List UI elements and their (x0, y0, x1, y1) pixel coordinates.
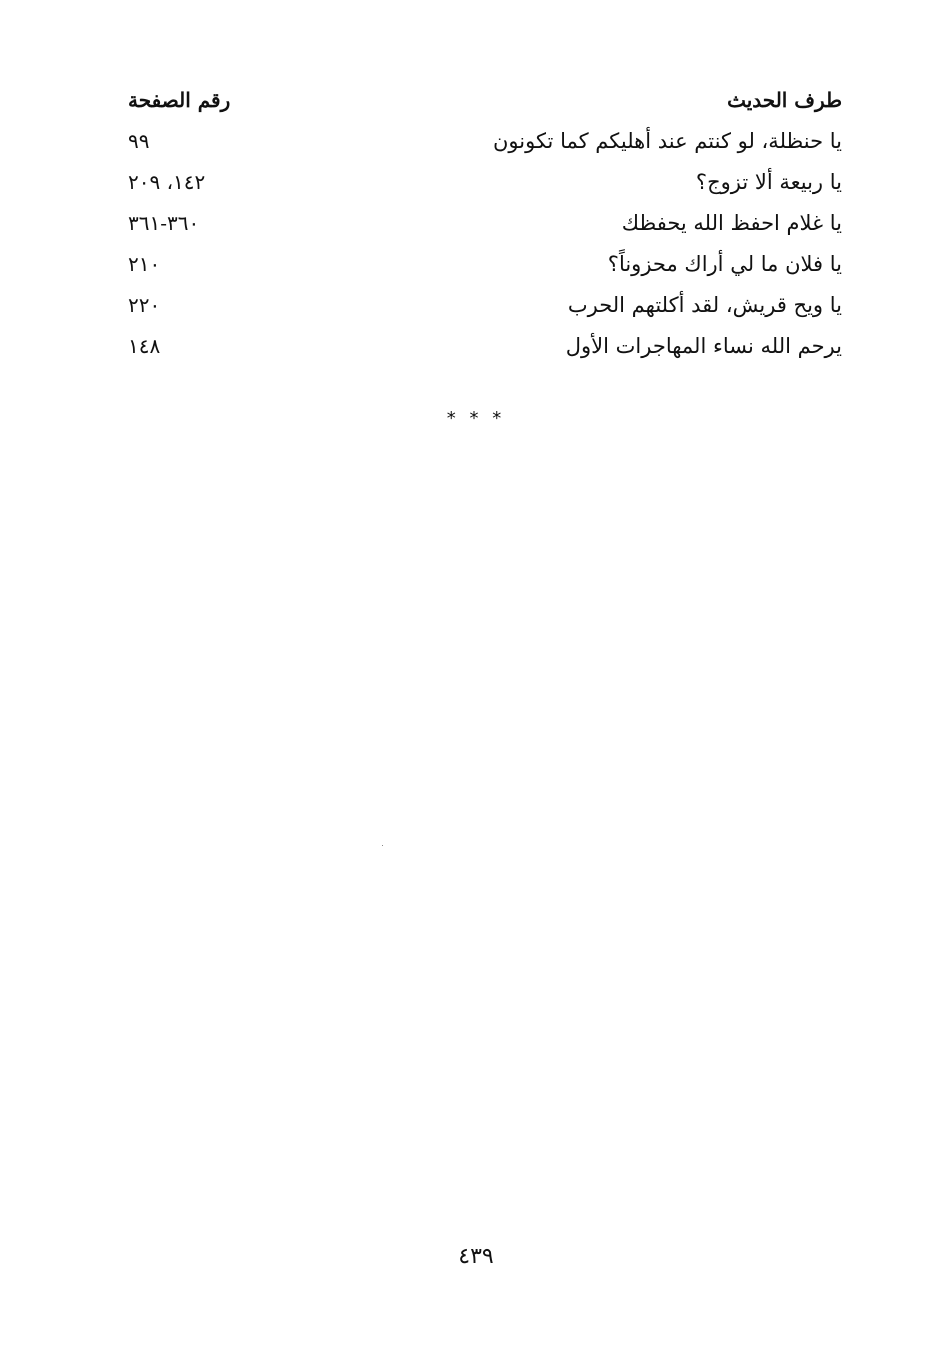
table-row (128, 326, 842, 367)
table-header-row (128, 80, 842, 121)
page-reference: ١٤٨ (128, 334, 161, 358)
hadith-text: يرحم الله نساء المهاجرات الأول (565, 334, 842, 358)
page-reference: ٢٢٠ (128, 293, 161, 317)
hadith-text: يا ربيعة ألا تزوج؟ (695, 170, 842, 194)
page-reference: ١٤٢، ٢٠٩ (128, 170, 206, 194)
table-row (128, 162, 842, 203)
scan-speck (382, 845, 383, 846)
table-row (128, 121, 842, 162)
hadith-text: يا حنظلة، لو كنتم عند أهليكم كما تكونون (492, 129, 842, 153)
page-number: ٤٣٩ (458, 1244, 494, 1269)
hadith-index-table (128, 80, 842, 367)
page-reference: ٢١٠ (128, 252, 161, 276)
page-column-header: رقم الصفحة (128, 88, 231, 112)
hadith-text: يا فلان ما لي أراك محزوناً؟ (607, 252, 842, 276)
page-reference: ٩٩ (128, 129, 150, 153)
hadith-column-header: طرف الحديث (727, 88, 842, 112)
section-separator: * * * (446, 408, 506, 429)
table-row (128, 203, 842, 244)
hadith-text: يا غلام احفظ الله يحفظك (621, 211, 842, 235)
table-row (128, 244, 842, 285)
page-reference: ٣٦٠-٣٦١ (128, 211, 200, 235)
table-row (128, 285, 842, 326)
hadith-text: يا ويح قريش، لقد أكلتهم الحرب (567, 293, 842, 317)
